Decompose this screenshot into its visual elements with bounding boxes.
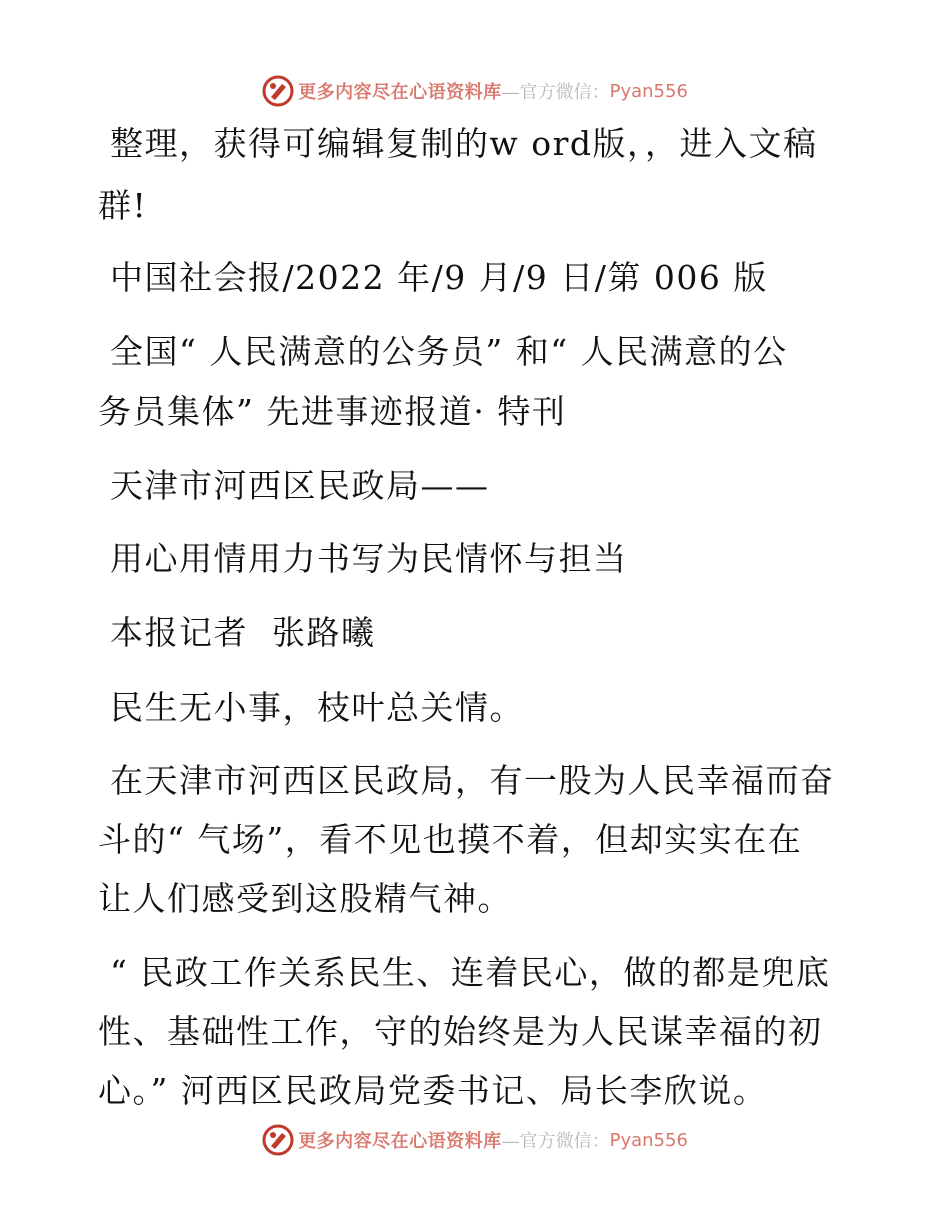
text-line: 全国“ 人民满意的公务员” 和“ 人民满意的公 <box>98 332 788 371</box>
watermark-separator: —官方微信： <box>501 1131 610 1152</box>
text-line: “ 民政工作关系民生、连着民心，做的都是兜底 <box>98 953 831 992</box>
watermark-wechat-id: Pyan556 <box>609 1129 688 1151</box>
text-line: 在天津市河西区民政局，有一股为人民幸福而奋 <box>98 761 835 800</box>
footer-watermark <box>0 1123 950 1157</box>
text-line: 让人们感受到这股精气神。 <box>98 879 512 918</box>
text-line: 本报记者 张路曦 <box>98 613 376 652</box>
header-watermark <box>0 74 950 108</box>
text-line: 群! <box>98 186 148 225</box>
text-line: 务员集体” 先进事迹报道· 特刊 <box>98 392 567 431</box>
text-line: 用心用情用力书写为民情怀与担当 <box>98 539 628 578</box>
text-line: 中国社会报/2022 年/9 月/9 日/第 006 版 <box>98 258 768 297</box>
text-line: 天津市河西区民政局—— <box>98 466 490 505</box>
text-line: 心。” 河西区民政局党委书记、局长李欣说。 <box>98 1071 768 1110</box>
text-line: 民生无小事，枝叶总关情。 <box>98 688 524 727</box>
watermark-wechat-id: Pyan556 <box>609 80 688 102</box>
text-line: 性、基础性工作，守的始终是为人民谋幸福的初 <box>98 1012 823 1051</box>
text-line: 整理，获得可编辑复制的w ord版，，进入文稿 <box>98 124 818 163</box>
watermark-text: 更多内容尽在心语资料库 <box>298 82 502 103</box>
watermark-logo-icon <box>262 75 294 107</box>
watermark-separator: —官方微信： <box>501 82 610 103</box>
watermark-logo-icon <box>262 1124 294 1156</box>
watermark-text: 更多内容尽在心语资料库 <box>298 1131 502 1152</box>
text-line: 斗的“ 气场”，看不见也摸不着，但却实实在在 <box>98 820 803 859</box>
